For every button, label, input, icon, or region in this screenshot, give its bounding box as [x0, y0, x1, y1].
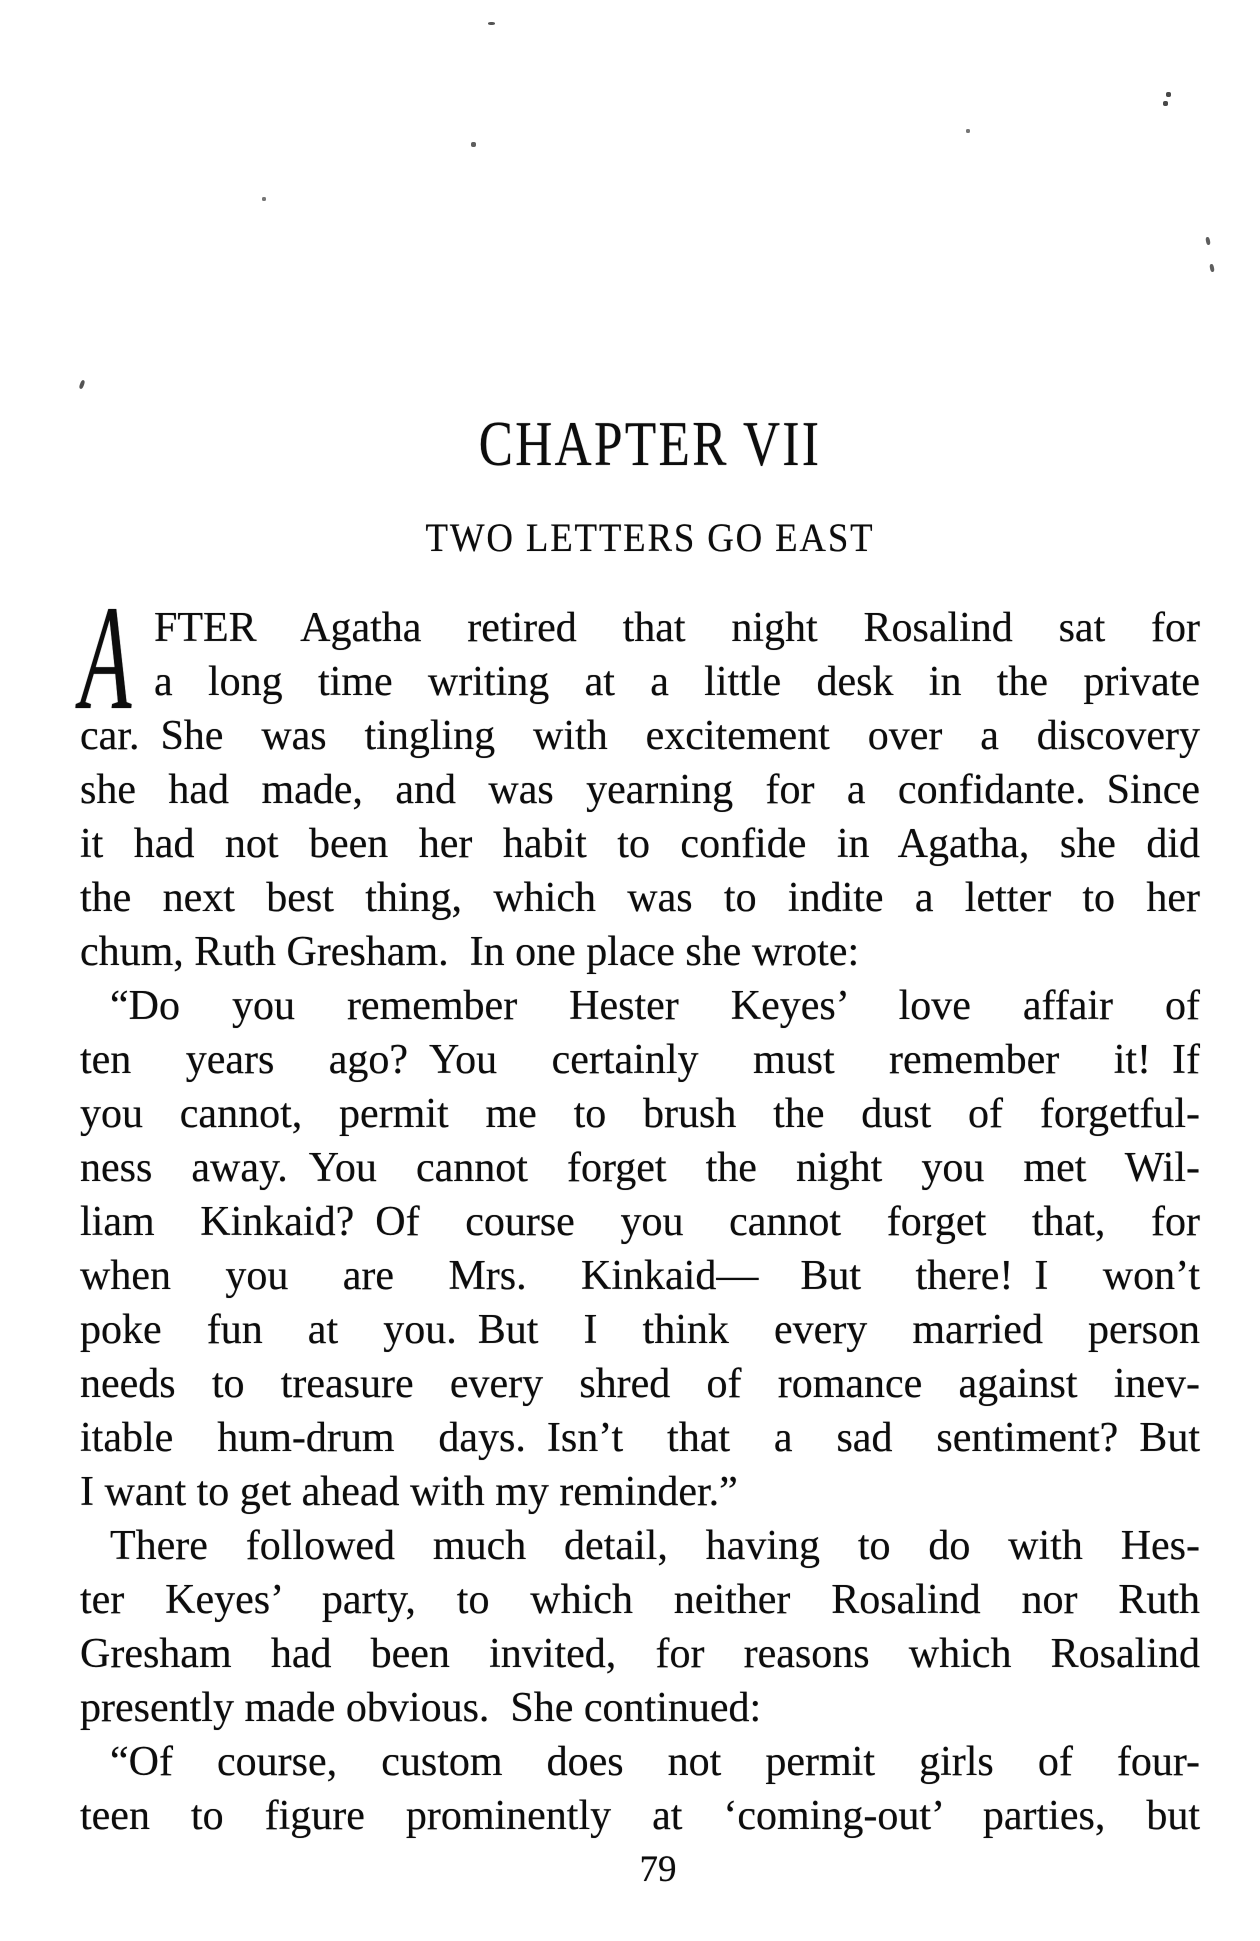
paragraph — [80, 1735, 1200, 1843]
text-line: it had not been her habit to confide in Agatha, she did — [80, 821, 1200, 867]
chapter-heading: CHAPTER VII — [478, 408, 822, 479]
text-line: she had made, and was yearning for a confidante. Since — [80, 767, 1200, 813]
text-line: a long time writing at a little desk in the private — [154, 659, 1200, 705]
text-line: I want to get ahead with my reminder.” — [80, 1469, 738, 1515]
text-line: car. She was tingling with excitement over a discovery — [80, 713, 1200, 759]
scan-speck — [1205, 237, 1211, 246]
text-line: teen to figure prominently at ‘coming-out’ parties, but — [80, 1793, 1200, 1839]
paragraph — [80, 575, 1200, 979]
text-line: poke fun at you. But I think every married person — [80, 1307, 1200, 1353]
scan-speck — [262, 197, 266, 201]
chapter-subtitle: TWO LETTERS GO EAST — [425, 515, 875, 560]
scan-speck — [1163, 101, 1168, 106]
text-line: “Do you remember Hester Keyes’ love affair of — [110, 983, 1200, 1029]
scan-speck — [966, 129, 970, 133]
text-line: ness away. You cannot forget the night you met Wil- — [80, 1145, 1200, 1191]
text-line: presently made obvious. She continued: — [80, 1685, 762, 1731]
scan-speck — [1166, 92, 1171, 97]
body-text — [80, 575, 1200, 1843]
text-line: There followed much detail, having to do with Hes- — [110, 1523, 1200, 1569]
drop-cap: A — [80, 575, 132, 741]
text-line: when you are Mrs. Kinkaid— But there! I won’t — [80, 1253, 1200, 1299]
scan-speck — [79, 380, 86, 390]
text-line: ten years ago? You certainly must remember it! If — [80, 1037, 1200, 1083]
scan-speck — [1209, 264, 1215, 273]
scan-speck — [471, 142, 476, 147]
text-line: itable hum-drum days. Isn’t that a sad sentiment? But — [80, 1415, 1200, 1461]
paragraph — [80, 1519, 1200, 1735]
text-line: “Of course, custom does not permit girls of four- — [110, 1739, 1200, 1785]
paragraph — [80, 979, 1200, 1519]
text-line: chum, Ruth Gresham. In one place she wrote: — [80, 929, 860, 975]
text-line: FTER Agatha retired that night Rosalind sat for — [154, 605, 1200, 651]
page-number: 79 — [639, 1849, 677, 1890]
text-line: liam Kinkaid? Of course you cannot forget that, for — [80, 1199, 1200, 1245]
text-line: ter Keyes’ party, to which neither Rosalind nor Ruth — [80, 1577, 1200, 1623]
text-line: needs to treasure every shred of romance against inev- — [80, 1361, 1200, 1407]
text-line: the next best thing, which was to indite a letter to her — [80, 875, 1200, 921]
text-line: you cannot, permit me to brush the dust of forgetful- — [80, 1091, 1200, 1137]
scan-speck — [488, 22, 495, 25]
text-line: Gresham had been invited, for reasons which Rosalind — [80, 1631, 1200, 1677]
